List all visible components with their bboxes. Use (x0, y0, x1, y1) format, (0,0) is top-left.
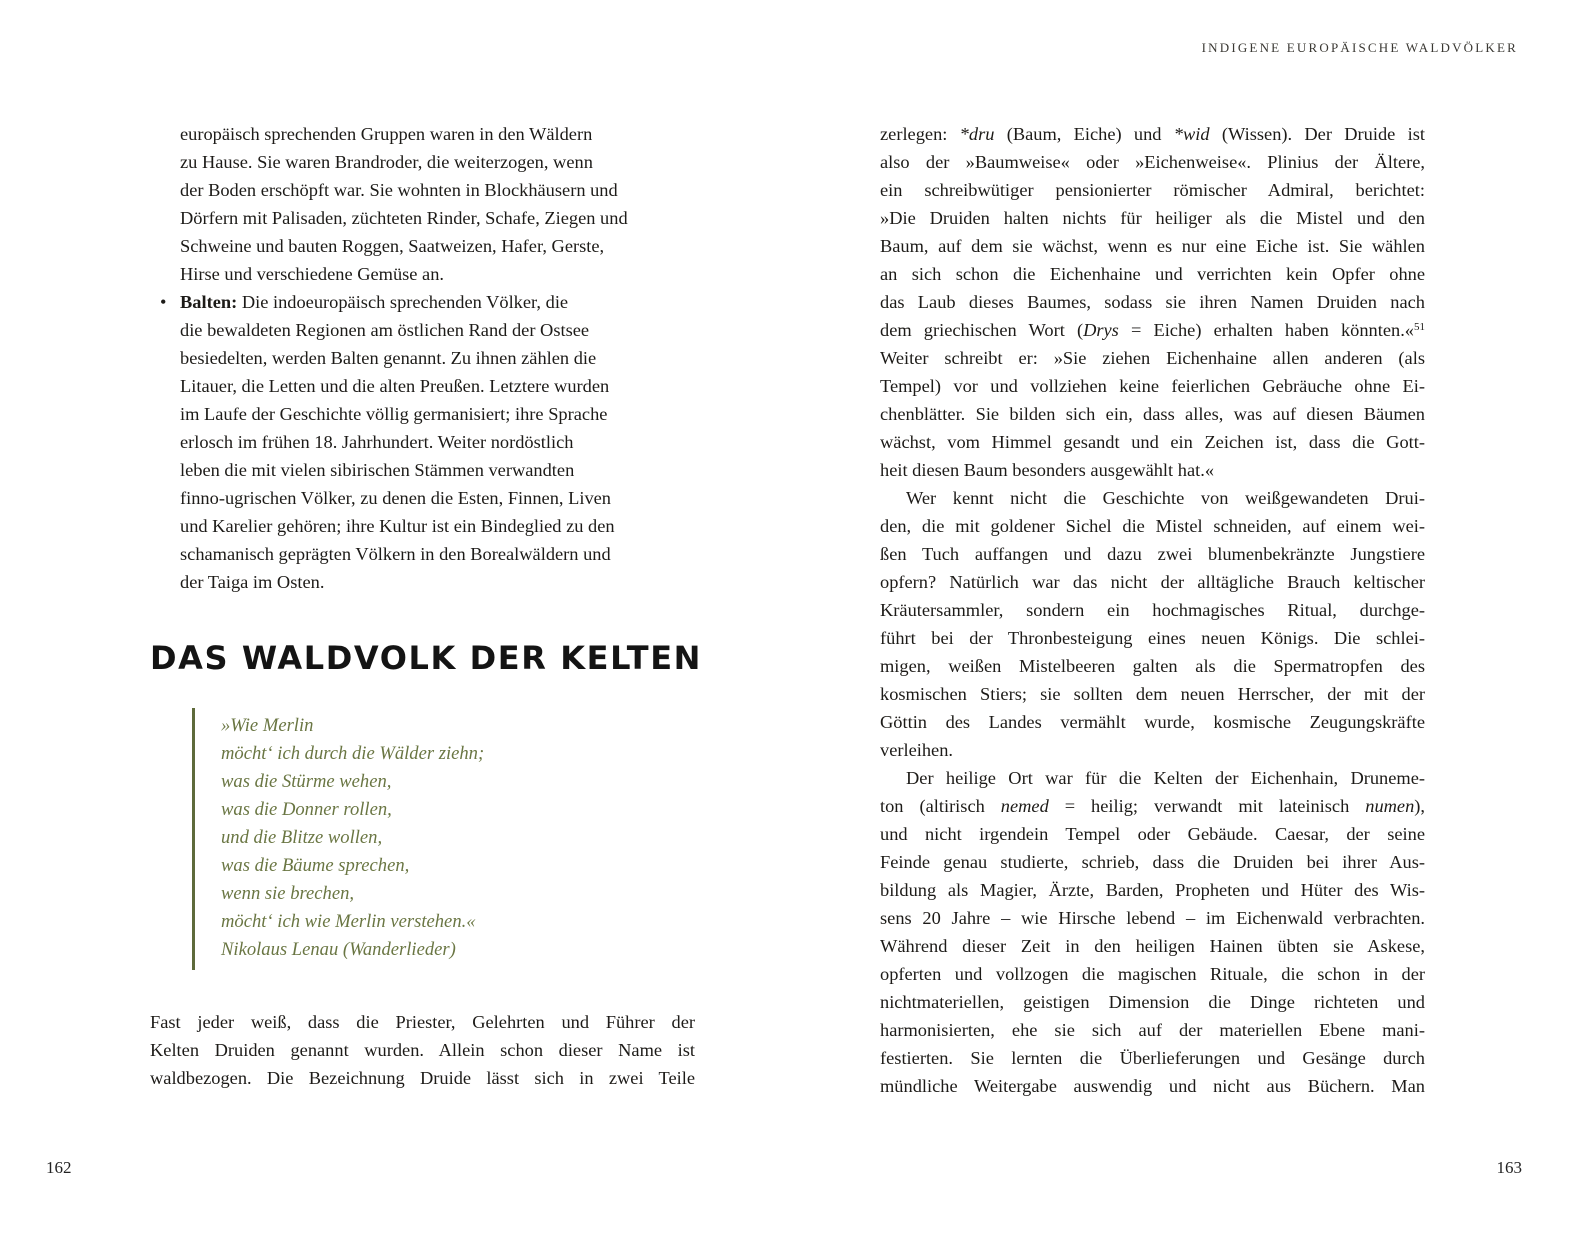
text-line: migen, weißen Mistelbeeren galten als die Spermatropfen des (880, 656, 1425, 676)
text-run: ton (altirisch (880, 796, 1001, 816)
epigraph-line: was die Stürme wehen, (221, 771, 392, 792)
text-line: chenblätter. Sie bilden sich ein, dass alles, was auf diesen Bäumen (880, 404, 1425, 424)
epigraph-line: was die Donner rollen, (221, 799, 392, 820)
text-run: (Baum, Eiche) und (994, 124, 1174, 144)
text-line: die bewaldeten Regionen am östlichen Rand der Ostsee (180, 320, 590, 340)
text-line: Während dieser Zeit in den heiligen Hainen übten sie Askese, (880, 936, 1425, 956)
text-line: ein schreibwütiger pensionierter römischer Admiral, berichtet: (880, 180, 1425, 200)
page-number-left: 162 (46, 1158, 72, 1177)
text-line (880, 316, 1425, 344)
epigraph-line: möcht‘ ich durch die Wälder ziehn; (221, 743, 485, 764)
text-line: Kräutersammler, sondern ein hochmagisches Ritual, durchge- (880, 600, 1425, 620)
epigraph-line: wenn sie brechen, (221, 883, 355, 904)
text-line: finno-ugrischen Völker, zu denen die Esten, Finnen, Liven (180, 488, 611, 508)
epigraph-attribution: Nikolaus Lenau (Wanderlieder) (221, 939, 456, 960)
text-line: opfern? Natürlich war das nicht der alltägliche Brauch keltischer (880, 572, 1425, 592)
text-line: kosmischen Stiers; sie sollten dem neuen Herrscher, der mit der (880, 684, 1425, 704)
left-page-column (150, 120, 703, 1092)
intro-paragraph (150, 120, 695, 288)
text-line: erlosch im frühen 18. Jahrhundert. Weiter nordöstlich (180, 432, 574, 452)
bullet-term: Balten: (180, 292, 238, 312)
text-line: zu Hause. Sie waren Brandroder, die weiterzogen, wenn (180, 152, 593, 172)
text-run: zerlegen: (880, 124, 960, 144)
text-line: ßen Tuch auffangen und dazu zwei blumenbekränzte Jungstiere (880, 544, 1425, 564)
text-line: europäisch sprechenden Gruppen waren in den Wäldern (180, 124, 593, 144)
text-line: festierten. Sie lernten die Überlieferungen und Gesänge durch (880, 1048, 1425, 1068)
bullet-text: Die indoeuropäisch sprechenden Völker, die (237, 292, 569, 312)
bullet-first-line (160, 288, 695, 316)
text-line: und Karelier gehören; ihre Kultur ist ein Bindeglied zu den (180, 516, 615, 536)
body-paragraph (150, 1008, 695, 1092)
text-line: schamanisch geprägten Völkern in den Borealwäldern und (180, 544, 611, 564)
right-page-column (880, 120, 1425, 1100)
text-line: Litauer, die Letten und die alten Preußen. Letztere wurden (180, 376, 610, 396)
footnote-marker[interactable]: 51 (1414, 321, 1425, 333)
epigraph-line: möcht‘ ich wie Merlin verstehen.« (221, 911, 476, 932)
balten-bullet (150, 288, 695, 596)
text-line: das Laub dieses Baumes, sodass sie ihren Namen Druiden nach (880, 292, 1425, 312)
text-line: leben die mit vielen sibirischen Stämmen verwandten (180, 460, 575, 480)
page-number-right: 163 (1496, 1158, 1522, 1177)
text-run: = Eiche) erhalten haben könnten.« (1118, 320, 1414, 340)
text-line: Tempel) vor und vollziehen keine feierlichen Gebräuche ohne Ei- (880, 376, 1425, 396)
text-line: Wer kennt nicht die Geschichte von weißgewandeten Drui- (906, 488, 1425, 508)
text-line: Schweine und bauten Roggen, Saatweizen, Hafer, Gerste, (180, 236, 605, 256)
italic-term: nemed (1000, 796, 1049, 816)
italic-term: Drys (1083, 320, 1119, 340)
text-line: opferten und vollzogen die magischen Rituale, die schon in der (880, 964, 1425, 984)
running-head: INDIGENE EUROPÄISCHE WALDVÖLKER (1201, 40, 1518, 55)
text-line: »Die Druiden halten nichts für heiliger als die Mistel und den (880, 208, 1425, 228)
bullet-dot-icon: • (160, 292, 167, 312)
text-run: dem griechischen Wort ( (880, 320, 1084, 340)
text-line: der Taiga im Osten. (180, 572, 325, 592)
text-line: waldbezogen. Die Bezeichnung Druide lässt sich in zwei Teile (150, 1068, 695, 1088)
epigraph-line: und die Blitze wollen, (221, 827, 383, 848)
section-heading: DAS WALDVOLK DER KELTEN (150, 639, 703, 677)
epigraph-line: was die Bäume sprechen, (221, 855, 410, 876)
text-line: Fast jeder weiß, dass die Priester, Gelehrten und Führer der (150, 1012, 695, 1032)
text-line (880, 120, 1425, 148)
epigraph-line: »Wie Merlin (221, 715, 314, 736)
text-line: führt bei der Thronbesteigung eines neuen Königs. Die schlei- (880, 628, 1425, 648)
text-line: heit diesen Baum besonders ausgewählt hat.« (880, 460, 1215, 480)
text-line (880, 792, 1425, 820)
text-line: Baum, auf dem sie wächst, wenn es nur eine Eiche ist. Sie wählen (880, 236, 1425, 256)
italic-term: *wid (1173, 124, 1210, 144)
text-line: Weiter schreibt er: »Sie ziehen Eichenhaine allen anderen (als (880, 348, 1425, 368)
text-line: also der »Baumweise« oder »Eichenweise«. Plinius der Ältere, (880, 152, 1425, 172)
text-line: bildung als Magier, Ärzte, Barden, Propheten und Hüter des Wis- (880, 880, 1425, 900)
text-line: Dörfern mit Palisaden, züchteten Rinder, Schafe, Ziegen und (180, 208, 628, 228)
italic-term: *dru (959, 124, 995, 144)
text-line: den, die mit goldener Sichel die Mistel schneiden, auf einem wei- (880, 516, 1425, 536)
text-line: Hirse und verschiedene Gemüse an. (180, 264, 445, 284)
text-line: im Laufe der Geschichte völlig germanisiert; ihre Sprache (180, 404, 608, 424)
text-line: nichtmateriellen, geistigen Dimension die Dinge richteten und (880, 992, 1425, 1012)
text-line: mündliche Weitergabe auswendig und nicht aus Büchern. Man (880, 1076, 1425, 1096)
text-run: ), (1414, 796, 1426, 816)
text-line: Der heilige Ort war für die Kelten der Eichenhain, Druneme- (906, 768, 1425, 788)
epigraph-quote (192, 708, 695, 970)
text-line: harmonisierten, ehe sie sich auf der materiellen Ebene mani- (880, 1020, 1425, 1040)
text-line: sens 20 Jahre – wie Hirsche lebend – im Eichenwald verbrachten. (880, 908, 1425, 928)
text-line: Feinde genau studierte, schrieb, dass die Druiden bei ihrer Aus- (880, 852, 1425, 872)
text-run: = heilig; verwandt mit lateinisch (1048, 796, 1366, 816)
text-line: wächst, vom Himmel gesandt und ein Zeichen ist, dass die Gott- (880, 432, 1425, 452)
text-line: Kelten Druiden genannt wurden. Allein schon dieser Name ist (150, 1040, 695, 1060)
italic-term: numen (1365, 796, 1415, 816)
text-line: der Boden erschöpft war. Sie wohnten in Blockhäusern und (180, 180, 618, 200)
text-line: verleihen. (880, 740, 954, 760)
text-run: (Wissen). Der Druide ist (1209, 124, 1425, 144)
text-line: besiedelten, werden Balten genannt. Zu ihnen zählen die (180, 348, 597, 368)
text-line: Göttin des Landes vermählt wurde, kosmische Zeugungskräfte (880, 712, 1425, 732)
text-line: an sich schon die Eichenhaine und verrichten kein Opfer ohne (880, 264, 1425, 284)
text-line: und nicht irgendein Tempel oder Gebäude. Caesar, der seine (880, 824, 1425, 844)
